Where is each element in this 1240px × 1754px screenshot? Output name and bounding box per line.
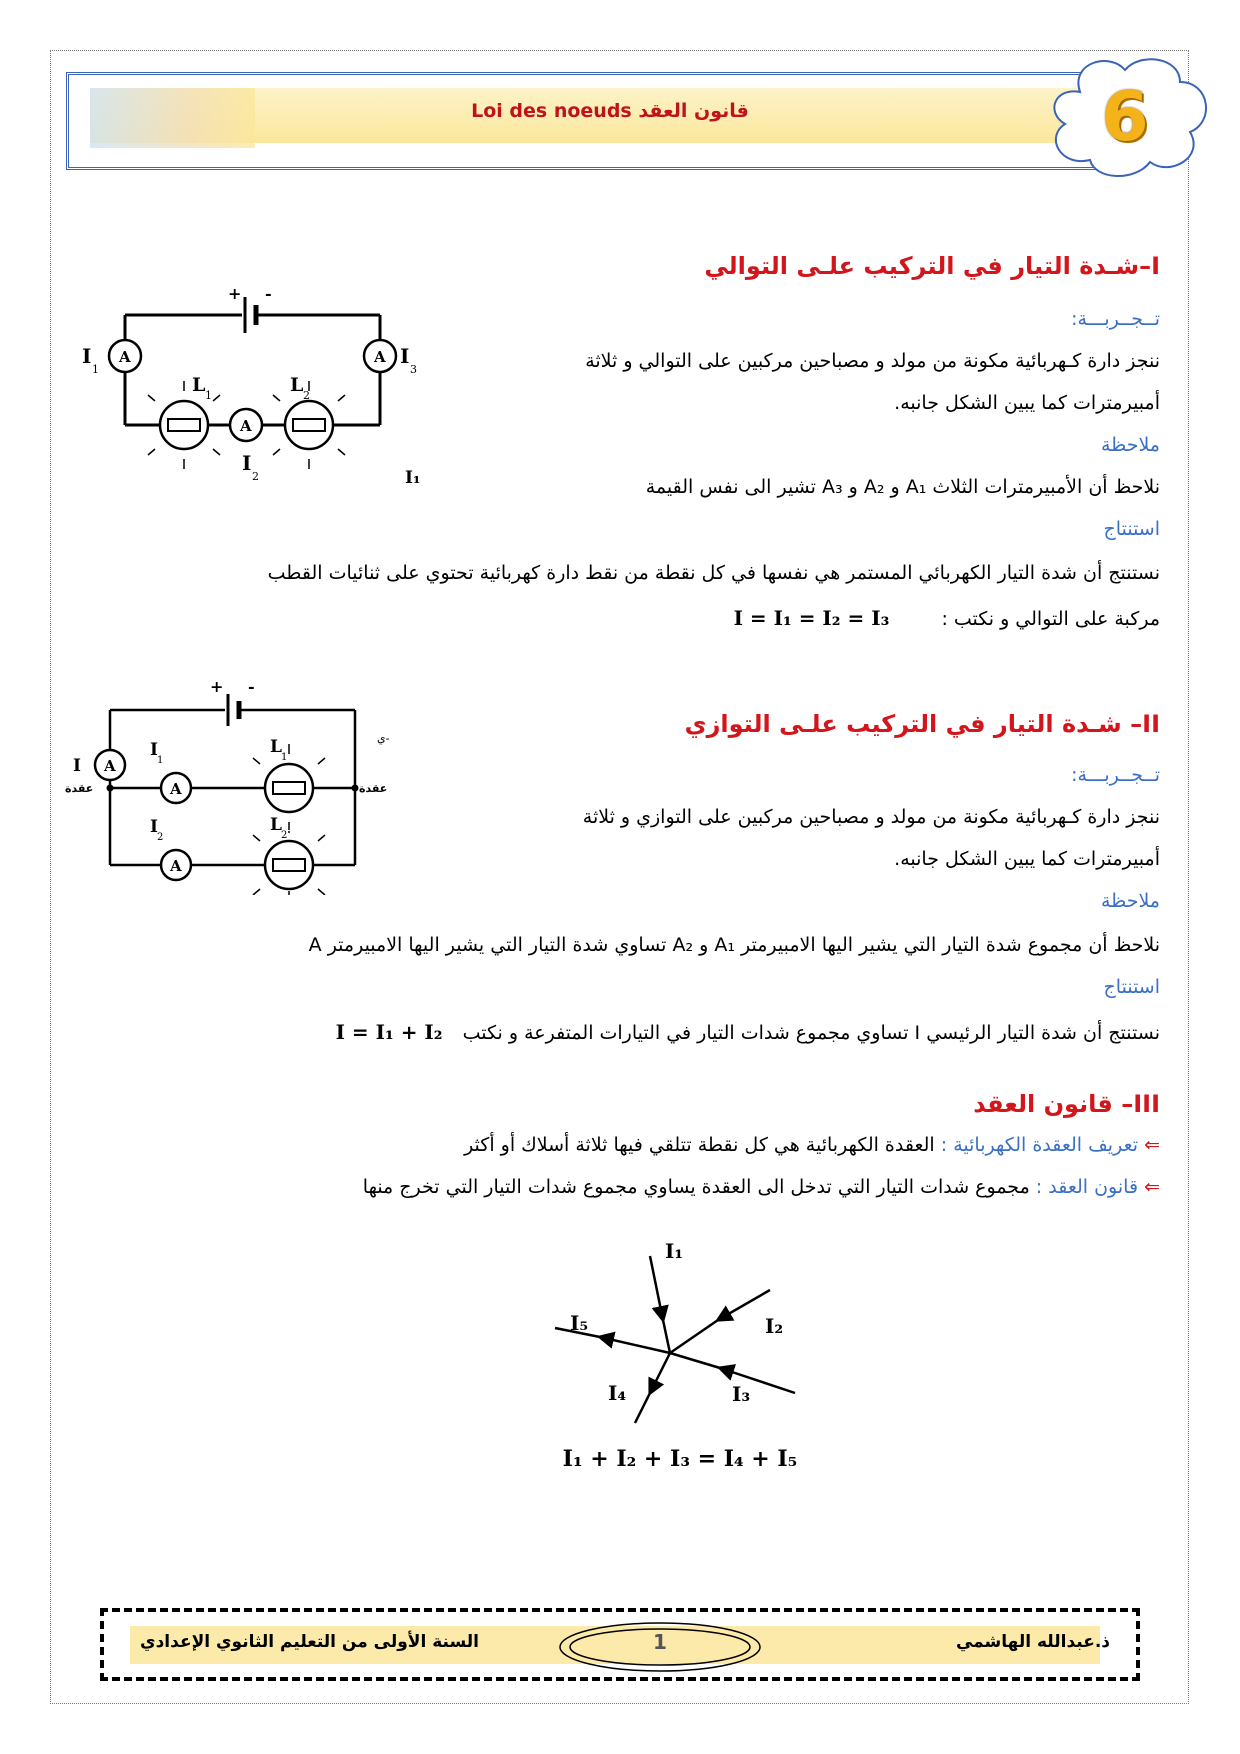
section1-experiment-line1: ننجز دارة كـهربائية مكونة من مولد و مصباحين مركبين على التوالي و ثلاثة (585, 350, 1160, 372)
section1-formula: I = I₁ = I₂ = I₃ (733, 606, 890, 630)
c1-i1: I (82, 344, 92, 368)
section2-experiment-line1: ننجز دارة كـهربائية مكونة من مولد و مصباحين مركبين على التوازي و ثلاثة (582, 806, 1160, 828)
section1-conclusion-line1: نستنتج أن شدة التيار الكهربائي المستمر هي نفسها في كل نقطة من نقط دارة كهربائية تحتوي على ثنائيات القطب (267, 562, 1160, 584)
c2-l2-sub: 2 (281, 830, 288, 841)
c1-plus: + (228, 285, 242, 303)
node-wire-i2 (718, 1290, 770, 1320)
section1-title: I–شـدة التيار في التركيب علـى التوالي (704, 252, 1160, 280)
section2-conclusion-label: استنتاج (1103, 976, 1160, 998)
section3-definition (464, 1134, 1160, 1156)
law-arrow-icon: ⇐ (1144, 1176, 1160, 1198)
parallel-circuit-diagram (65, 670, 425, 895)
c1-a1-label: A (119, 348, 131, 366)
chapter-number: 6 (1101, 78, 1149, 157)
c2-minus: - (248, 677, 255, 696)
header-image (90, 88, 255, 148)
c2-i2: I (150, 817, 158, 837)
footer-author: ذ.عبدالله الهاشمي (955, 1632, 1110, 1652)
c2-l1-sub: 1 (281, 752, 288, 763)
c2-a1-label: A (170, 780, 182, 798)
footer-level: السنة الأولى من التعليم الثانوي الإعدادي (140, 1632, 479, 1652)
c2-stray: ي- (377, 732, 390, 745)
c2-l2: L (270, 815, 282, 835)
section1-experiment-label: تــجــربـــة: (1071, 308, 1160, 330)
def-text: العقدة الكهربائية هي كل نقطة تتلقي فيها ثلاثة أسلاك أو أكثر (464, 1134, 935, 1156)
section2-experiment-line2: أمبيرمترات كما يبين الشكل جانبه. (894, 848, 1160, 870)
section1-observation-text: نلاحظ أن الأمبيرمترات الثلاث A₁ و A₂ و A₃ تشير الى نفس القيمة (645, 476, 1160, 498)
section2-conclusion-text: نستنتج أن شدة التيار الرئيسي I تساوي مجموع شدات التيار في التيارات المتفرعة و نكتب (462, 1022, 1160, 1044)
c1-l1: L (192, 374, 206, 396)
c2-a2-label: A (170, 857, 182, 875)
c1-l1-sub: 1 (205, 389, 212, 402)
c2-i2-sub: 2 (157, 832, 164, 843)
c1-minus: - (265, 285, 272, 303)
footer-left-edge (100, 1608, 104, 1681)
section1-conclusion-line2 (734, 606, 1160, 630)
c2-i: I (73, 756, 81, 776)
section3-law (363, 1176, 1160, 1198)
section1-experiment-line2: أمبيرمترات كما يبين الشكل جانبه. (894, 392, 1160, 414)
c1-i1-sub: 1 (92, 363, 99, 376)
node-diagram (540, 1238, 820, 1438)
c1-i2-sub: 2 (252, 470, 259, 483)
c2-i1-sub: 1 (157, 755, 164, 766)
c1-a3-label: A (374, 348, 386, 366)
c1-i3-sub: 3 (410, 363, 417, 376)
section2-experiment-label: تــجــربـــة: (1071, 764, 1160, 786)
law-label: قانون العقد : (1035, 1176, 1139, 1198)
node-label-i1: I₁ (665, 1239, 684, 1263)
node-formula: I₁ + I₂ + I₃ = I₄ + I₅ (562, 1446, 798, 1472)
def-label: تعريف العقدة الكهربائية : (940, 1134, 1139, 1156)
series-circuit-diagram (80, 285, 440, 500)
section1-conclusion-label: استنتاج (1103, 518, 1160, 540)
c2-l1: L (270, 737, 282, 757)
footer-right-edge (1136, 1608, 1140, 1681)
c1-stray-label: I₁ (405, 468, 421, 488)
def-arrow-icon: ⇐ (1144, 1134, 1160, 1156)
section3-title: III– قانون العقد (973, 1090, 1160, 1118)
c1-l2: L (290, 374, 304, 396)
page-number: 1 (653, 1630, 667, 1654)
node-label-i5: I₅ (570, 1311, 589, 1335)
c2-i1: I (150, 740, 158, 760)
c1-i3: I (400, 344, 410, 368)
node-wire-i1 (650, 1256, 663, 1320)
section1-conclusion-lead: مركبة على التوالي و نكتب : (941, 608, 1160, 630)
section2-conclusion-line (336, 1020, 1160, 1044)
section2-title: II– شـدة التيار في التركيب علـى التوازي (684, 710, 1160, 738)
node-label-i2: I₂ (765, 1314, 784, 1338)
node-wire-i4 (650, 1353, 670, 1393)
section2-observation-label: ملاحظة (1100, 890, 1160, 912)
section2-observation-text: نلاحظ أن مجموع شدة التيار التي يشير اليها الامبيرمتر A₁ و A₂ تساوي شدة التيار التي يشير اليها الامبيرمتر A (308, 934, 1160, 956)
section2-formula: I = I₁ + I₂ (335, 1020, 443, 1044)
c2-node-left: عقدة (65, 782, 94, 795)
c1-i2: I (242, 451, 252, 475)
node-label-i3: I₃ (732, 1382, 751, 1406)
section1-observation-label: ملاحظة (1100, 434, 1160, 456)
c2-node-right: عقدة (359, 782, 388, 795)
page-title: Loi des noeuds قانون العقد (471, 100, 749, 122)
law-text: مجموع شدات التيار التي تدخل الى العقدة يساوي مجموع شدات التيار التي تخرج منها (362, 1176, 1030, 1198)
node-wire-i5 (600, 1337, 670, 1353)
c1-l2-sub: 2 (303, 389, 310, 402)
node-label-i4: I₄ (608, 1381, 627, 1405)
c2-plus: + (210, 677, 224, 696)
c2-a-label: A (104, 757, 116, 775)
c1-a2-label: A (240, 417, 252, 435)
